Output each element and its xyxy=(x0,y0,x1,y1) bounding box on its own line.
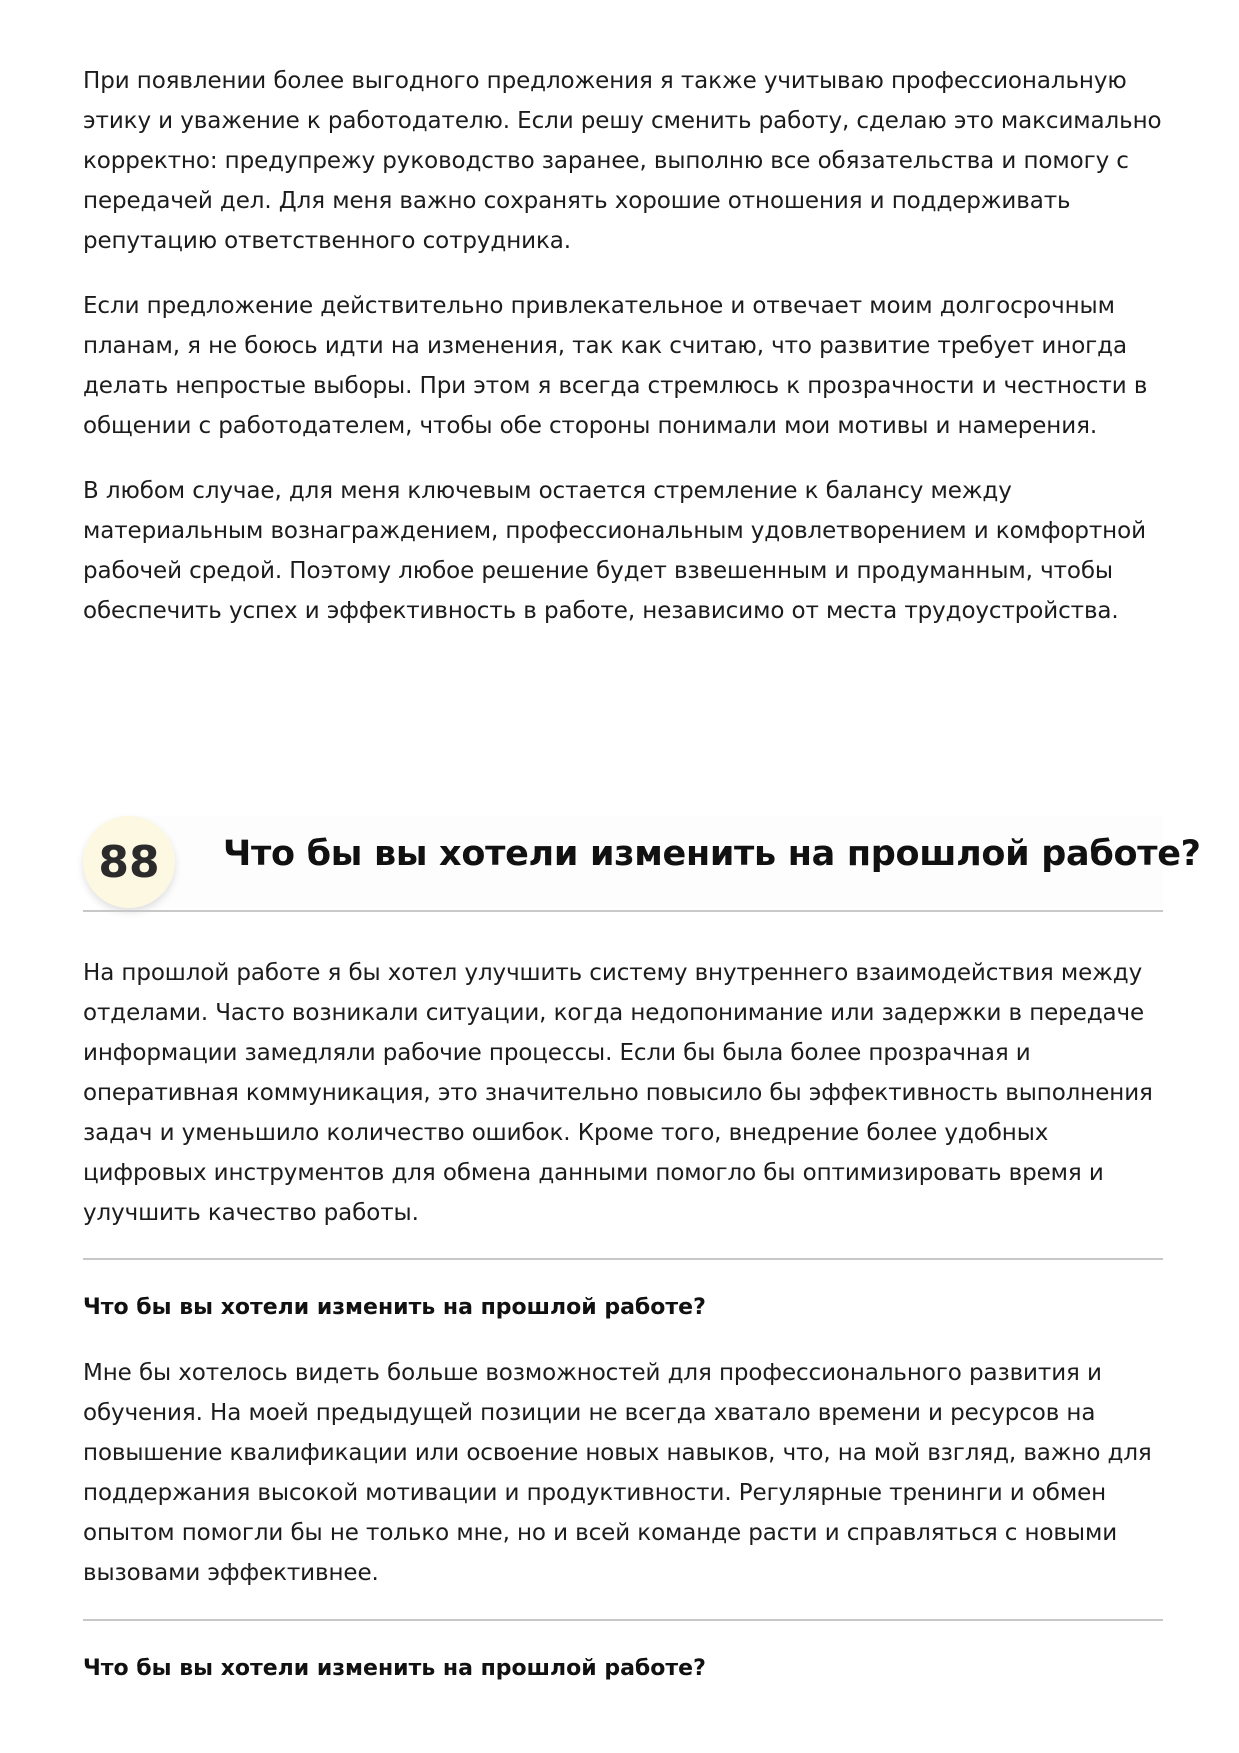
answer-variant-heading: Что бы вы хотели изменить на прошлой работе? xyxy=(83,1656,706,1681)
intro-paragraph-3: В любом случае, для меня ключевым остается стремление к балансу между материальным вознаграждением, профессиональным удовлетворением и комфортной рабочей средой. Поэтому любое решение будет взвешенным и продуманным, чтобы обеспечить успех и эффективность в работе, независимо от места трудоустройства. xyxy=(83,478,1146,624)
question-number-badge: 88 xyxy=(83,816,175,908)
answer-divider xyxy=(83,1258,1163,1260)
answer-paragraph-2: Мне бы хотелось видеть больше возможностей для профессионального развития и обучения. На моей предыдущей позиции не всегда хватало времени и ресурсов на повышение квалификации или освоение новых навыков, что, на мой взгляд, важно для поддержания высокой мотивации и продуктивности. Регулярные тренинги и обмен опытом помогли бы не только мне, но и всей команде расти и справляться с новыми вызовами эффективнее. xyxy=(83,1360,1152,1586)
answer-divider xyxy=(83,1619,1163,1621)
intro-paragraph-2: Если предложение действительно привлекательное и отвечает моим долгосрочным планам, я не боюсь идти на изменения, так как считаю, что развитие требует иногда делать непростые выборы. При этом я всегда стремлюсь к прозрачности и честности в общении с работодателем, чтобы обе стороны понимали мои мотивы и намерения. xyxy=(83,293,1148,439)
question-header xyxy=(83,812,1201,912)
question-header-rule xyxy=(83,910,1163,912)
answer-variant-heading: Что бы вы хотели изменить на прошлой работе? xyxy=(83,1295,706,1320)
intro-paragraph-1: При появлении более выгодного предложения я также учитываю профессиональную этику и уважение к работодателю. Если решу сменить работу, сделаю это максимально корректно: предупрежу руководство заранее, выполню все обязательства и помогу с передачей дел. Для меня важно сохранять хорошие отношения и поддерживать репутацию ответственного сотрудника. xyxy=(83,68,1162,254)
question-title: Что бы вы хотели изменить на прошлой работе? xyxy=(223,834,1201,874)
answer-paragraph-1: На прошлой работе я бы хотел улучшить систему внутреннего взаимодействия между отделами. Часто возникали ситуации, когда недопонимание или задержки в передаче информации замедляли рабочие процессы. Если бы была более прозрачная и оперативная коммуникация, это значительно повысило бы эффективность выполнения задач и уменьшило количество ошибок. Кроме того, внедрение более удобных цифровых инструментов для обмена данными помогло бы оптимизировать время и улучшить качество работы. xyxy=(83,960,1153,1226)
